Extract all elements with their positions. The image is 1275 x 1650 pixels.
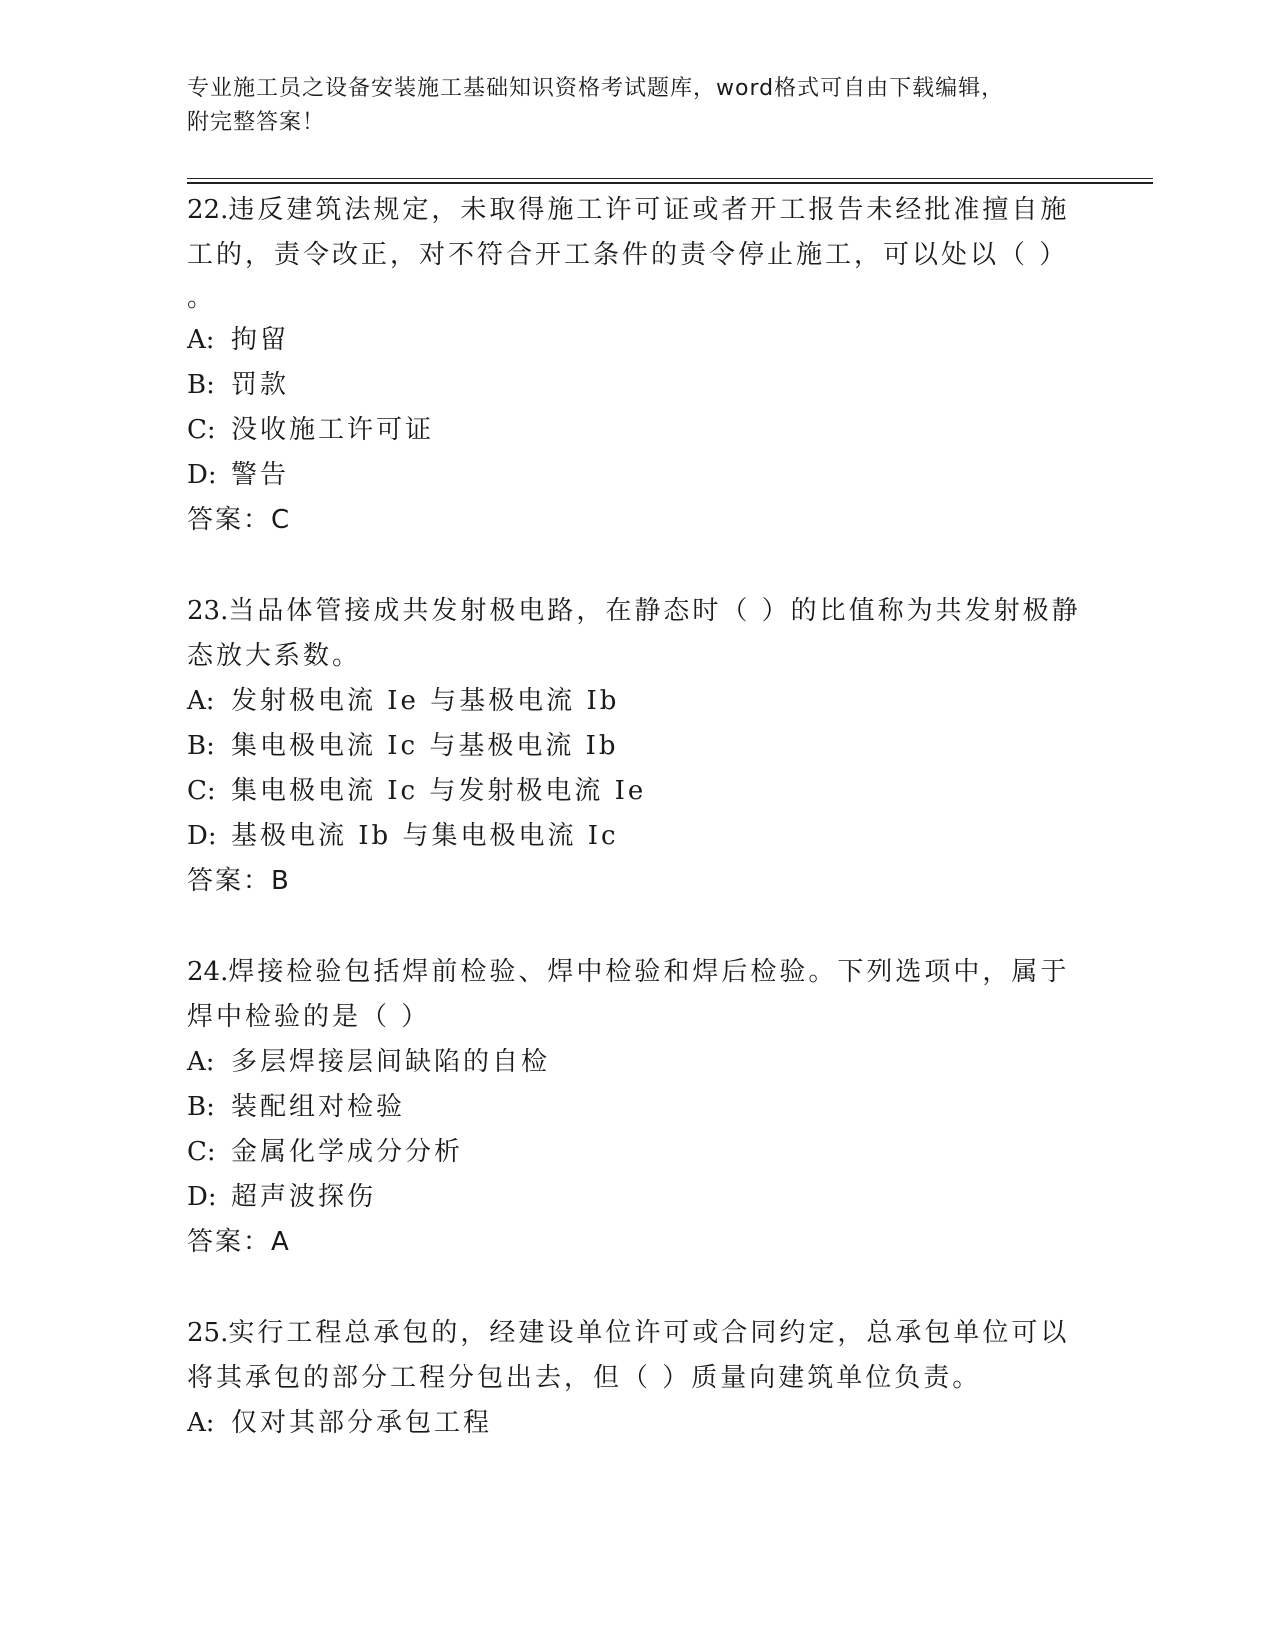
question-stem [187, 1311, 1087, 1401]
option-letter: C: [187, 776, 216, 806]
option-d [187, 814, 1087, 859]
option-text: 仅对其部分承包工程 [231, 1408, 493, 1438]
question-stem [187, 950, 1087, 1040]
option-letter: B: [187, 370, 215, 400]
option-c [187, 769, 1087, 814]
option-text: 金属化学成分分析 [231, 1137, 464, 1167]
question-25 [187, 1311, 1087, 1446]
option-text: 集电极电流 Ic 与发射极电流 Ie [231, 776, 647, 806]
option-letter: B: [187, 731, 215, 761]
header-rule-thin [187, 178, 1153, 179]
option-text: 发射极电流 Ie 与基极电流 Ib [231, 686, 620, 716]
option-text: 拘留 [231, 325, 290, 355]
question-text: 当品体管接成共发射极电路，在静态时（ ）的比值称为共发射极静态放大系数。 [187, 596, 1081, 671]
option-c [187, 1130, 1087, 1175]
option-text: 集电极电流 Ic 与基极电流 Ib [231, 731, 619, 761]
question-stem [187, 589, 1087, 679]
option-text: 装配组对检验 [231, 1092, 406, 1122]
question-list [187, 188, 1087, 1492]
answer-line: 答案：B [187, 866, 291, 896]
option-text: 基极电流 Ib 与集电极电流 Ic [231, 821, 619, 851]
option-letter: D: [187, 821, 217, 851]
question-stem [187, 188, 1087, 278]
question-22 [187, 188, 1087, 543]
option-text: 没收施工许可证 [231, 415, 435, 445]
option-b [187, 1085, 1087, 1130]
header-rule-thick [187, 182, 1153, 184]
question-24 [187, 950, 1087, 1265]
option-d [187, 1175, 1087, 1220]
option-text: 多层焊接层间缺陷的自检 [231, 1047, 551, 1077]
option-letter: D: [187, 1182, 217, 1212]
question-number: 25. [187, 1318, 229, 1348]
option-letter: A: [187, 686, 215, 716]
option-b [187, 363, 1087, 408]
option-text: 罚款 [231, 370, 290, 400]
option-text: 警告 [231, 460, 290, 490]
header-line-2: 附完整答案！ [187, 110, 326, 135]
option-b [187, 724, 1087, 769]
document-header [187, 72, 1067, 140]
option-letter: A: [187, 1047, 215, 1077]
option-a [187, 1040, 1087, 1085]
option-a [187, 318, 1087, 363]
option-letter: C: [187, 415, 216, 445]
option-d [187, 453, 1087, 498]
question-23 [187, 589, 1087, 904]
option-letter: A: [187, 325, 215, 355]
answer-line: 答案：C [187, 505, 292, 535]
question-number: 23. [187, 596, 229, 626]
question-number: 24. [187, 957, 229, 987]
option-a [187, 1401, 1087, 1446]
option-letter: A: [187, 1408, 215, 1438]
option-letter: B: [187, 1092, 215, 1122]
question-text: 焊接检验包括焊前检验、焊中检验和焊后检验。下列选项中，属于焊中检验的是（ ） [187, 957, 1070, 1032]
option-a [187, 679, 1087, 724]
question-number: 22. [187, 195, 229, 225]
header-line-1: 专业施工员之设备安装施工基础知识资格考试题库，word格式可自由下载编辑， [187, 76, 1005, 101]
option-c [187, 408, 1087, 453]
option-letter: D: [187, 460, 217, 490]
option-text: 超声波探伤 [231, 1182, 377, 1212]
question-text: 违反建筑法规定，未取得施工许可证或者开工报告未经批准擅自施工的，责令改正，对不符合开工条件的责令停止施工，可以处以（ ） [187, 195, 1070, 270]
answer-line: 答案：A [187, 1227, 291, 1257]
question-text: 实行工程总承包的，经建设单位许可或合同约定，总承包单位可以将其承包的部分工程分包出去，但（ ）质量向建筑单位负责。 [187, 1318, 1070, 1393]
option-letter: C: [187, 1137, 216, 1167]
question-stem-tail: 。 [187, 283, 214, 313]
